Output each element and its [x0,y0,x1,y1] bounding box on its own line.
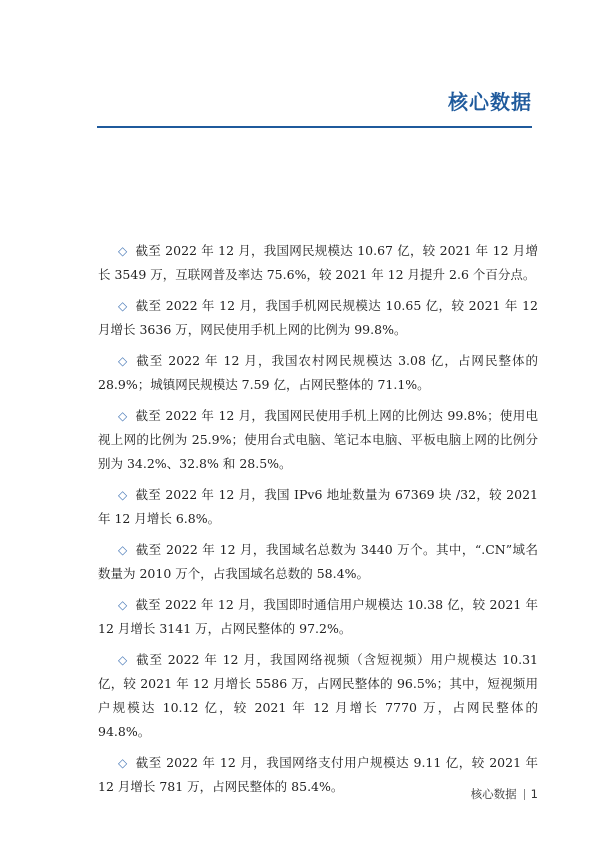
paragraph-text: 截至 2022 年 12 月，我国网民规模达 10.67 亿，较 2021 年 12 月增长 3549 万，互联网普及率达 75.6%，较 2021 年 12 月提升 2.6 个百分点。 [98,243,538,282]
key-data-item-rural-users [98,349,538,397]
diamond-bullet-icon: ◇ [118,653,129,667]
footer-divider [524,789,525,800]
paragraph-text: 截至 2022 年 12 月，我国网络支付用户规模达 9.11 亿，较 2021 年 12 月增长 781 万，占网民整体的 85.4%。 [98,755,538,794]
paragraph-text: 截至 2022 年 12 月，我国手机网民规模达 10.65 亿，较 2021 年 12 月增长 3636 万，网民使用手机上网的比例为 99.8%。 [98,298,539,337]
paragraph-text: 截至 2022 年 12 月，我国农村网民规模达 3.08 亿，占网民整体的 28.9%；城镇网民规模达 7.59 亿，占网民整体的 71.1%。 [98,353,538,392]
page-number: 1 [530,787,538,801]
key-data-item-online-video [98,648,538,744]
paragraph-text: 截至 2022 年 12 月，我国网民使用手机上网的比例达 99.8%；使用电视上网的比例为 25.9%；使用台式电脑、笔记本电脑、平板电脑上网的比例分别为 34.2%、32.8% 和 28.5%。 [98,408,538,471]
key-data-item-device-usage [98,404,538,476]
diamond-bullet-icon: ◇ [118,409,128,423]
page-title: 核心数据 [448,90,532,114]
key-data-item-instant-messaging [98,593,538,641]
diamond-bullet-icon: ◇ [118,244,128,258]
paragraph-text: 截至 2022 年 12 月，我国域名总数为 3440 万个。其中，“.CN”域名数量为 2010 万个，占我国域名总数的 58.4%。 [98,542,538,581]
diamond-bullet-icon: ◇ [118,299,128,313]
key-data-item-domains [98,538,538,586]
diamond-bullet-icon: ◇ [118,354,129,368]
paragraph-text: 截至 2022 年 12 月，我国即时通信用户规模达 10.38 亿，较 2021 年 12 月增长 3141 万，占网民整体的 97.2%。 [98,597,538,636]
diamond-bullet-icon: ◇ [118,598,128,612]
paragraph-text: 截至 2022 年 12 月，我国 IPv6 地址数量为 67369 块 /32，较 2021 年 12 月增长 6.8%。 [98,487,538,526]
key-data-item-mobile-users [98,294,538,342]
diamond-bullet-icon: ◇ [118,543,128,557]
key-data-list [98,239,538,806]
diamond-bullet-icon: ◇ [118,756,128,770]
key-data-item-ipv6-users [98,239,538,287]
diamond-bullet-icon: ◇ [118,488,128,502]
footer-section-name: 核心数据 [470,787,517,801]
key-data-item-ipv6-addresses [98,483,538,531]
paragraph-text: 截至 2022 年 12 月，我国网络视频（含短视频）用户规模达 10.31 亿，较 2021 年 12 月增长 5586 万，占网民整体的 96.5%；其中，短视频用户规模达 10.12 亿，较 2021 年 12 月增长 7770 万，占网民整体的 94.8%。 [98,652,538,739]
page-footer [471,786,538,802]
title-divider [97,126,532,128]
